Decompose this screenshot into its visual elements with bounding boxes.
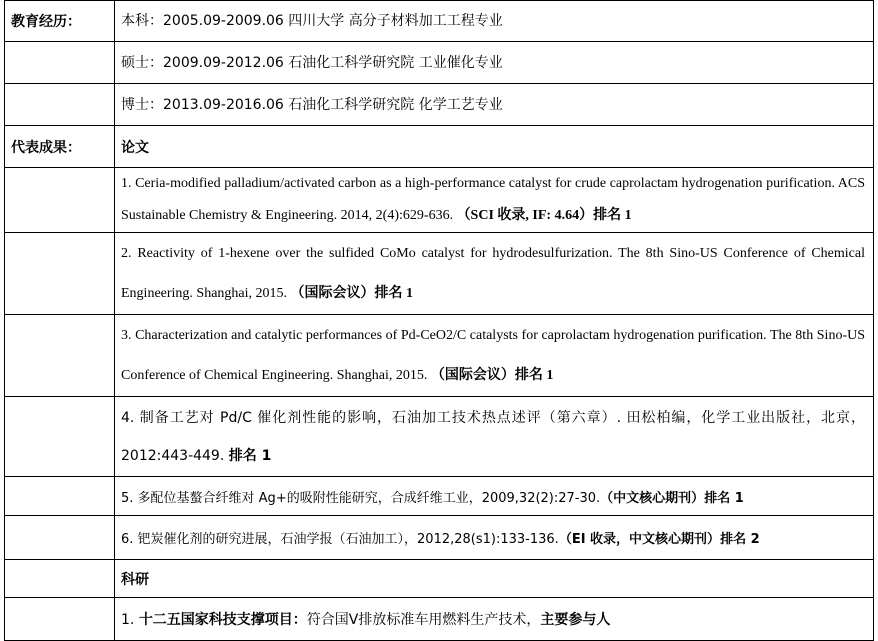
research-project-type: 十二五国家科技支撑项目： xyxy=(138,612,307,628)
research-role: 主要参与人 xyxy=(540,612,611,628)
empty-label-cell xyxy=(5,560,115,598)
paper-item-4 xyxy=(115,397,874,477)
paper-index-tag: （国际会议） xyxy=(290,285,375,301)
education-row-master: 硕士：2009.09-2012.06 石油化工科学研究院 工业催化专业 xyxy=(115,42,874,84)
paper-rank: 排名 1 xyxy=(228,447,272,464)
paper-item-5 xyxy=(115,477,874,516)
empty-label-cell xyxy=(5,168,115,233)
paper-text: 6. 钯炭催化剂的研究进展，石油学报（石油加工），2012,28(s1):133-136. xyxy=(121,532,559,547)
education-label: 教育经历： xyxy=(5,1,115,42)
empty-label-cell xyxy=(5,84,115,126)
paper-text: 5. 多配位基螯合纤维对 Ag+的吸附性能研究，合成纤维工业，2009,32(2):27-30. xyxy=(121,490,601,506)
paper-text: 3. Characterization and catalytic performances of Pd-CeO2/C catalysts for caprolactam hydrogenation purification. The 8th Sino-US Conference of Chemical Engineering. Shanghai, 2015. xyxy=(121,327,865,383)
paper-rank: 排名 1 xyxy=(514,367,554,383)
empty-label-cell xyxy=(5,233,115,315)
empty-label-cell xyxy=(5,598,115,641)
paper-index-tag: （SCI 收录, IF: 4.64） xyxy=(456,208,594,223)
paper-rank: 排名 2 xyxy=(720,532,760,547)
paper-text: 1. Ceria-modified palladium/activated carbon as a high-performance catalyst for crude caprolactam hydrogenation purification. ACS Sustainable Chemistry & Engineering. 2014, 2(4):629-636. xyxy=(121,176,865,223)
research-item-1 xyxy=(115,598,874,641)
paper-rank: 排名 1 xyxy=(704,490,744,506)
paper-index-tag: （国际会议） xyxy=(430,367,515,383)
empty-label-cell xyxy=(5,516,115,560)
paper-item-2 xyxy=(115,233,874,315)
paper-index-tag: （中文核心期刊） xyxy=(600,490,705,506)
paper-item-3 xyxy=(115,315,874,397)
research-heading: 科研 xyxy=(115,560,874,598)
research-title: 符合国Ⅴ排放标准车用燃料生产技术， xyxy=(306,612,541,628)
paper-item-6 xyxy=(115,516,874,560)
empty-label-cell xyxy=(5,397,115,477)
achievements-label: 代表成果： xyxy=(5,126,115,168)
paper-item-1 xyxy=(115,168,874,233)
empty-label-cell xyxy=(5,315,115,397)
empty-label-cell xyxy=(5,477,115,516)
empty-label-cell xyxy=(5,42,115,84)
papers-heading: 论文 xyxy=(115,126,874,168)
education-row-bachelor: 本科：2005.09-2009.06 四川大学 高分子材料加工工程专业 xyxy=(115,1,874,42)
paper-rank: 排名 1 xyxy=(593,208,632,223)
research-number: 1. xyxy=(121,612,135,628)
resume-table xyxy=(4,0,874,641)
paper-index-tag: （EI 收录，中文核心期刊） xyxy=(558,532,721,547)
paper-text: 4. 制备工艺对 Pd/C 催化剂性能的影响，石油加工技术热点述评（第六章）. 田松柏编，化学工业出版社，北京，2012:443-449. xyxy=(121,409,865,464)
education-row-phd: 博士：2013.09-2016.06 石油化工科学研究院 化学工艺专业 xyxy=(115,84,874,126)
paper-rank: 排名 1 xyxy=(374,285,414,301)
paper-text: 2. Reactivity of 1-hexene over the sulfided CoMo catalyst for hydrodesulfurization. The 8th Sino-US Conference of Chemical Engineering. Shanghai, 2015. xyxy=(121,245,865,301)
